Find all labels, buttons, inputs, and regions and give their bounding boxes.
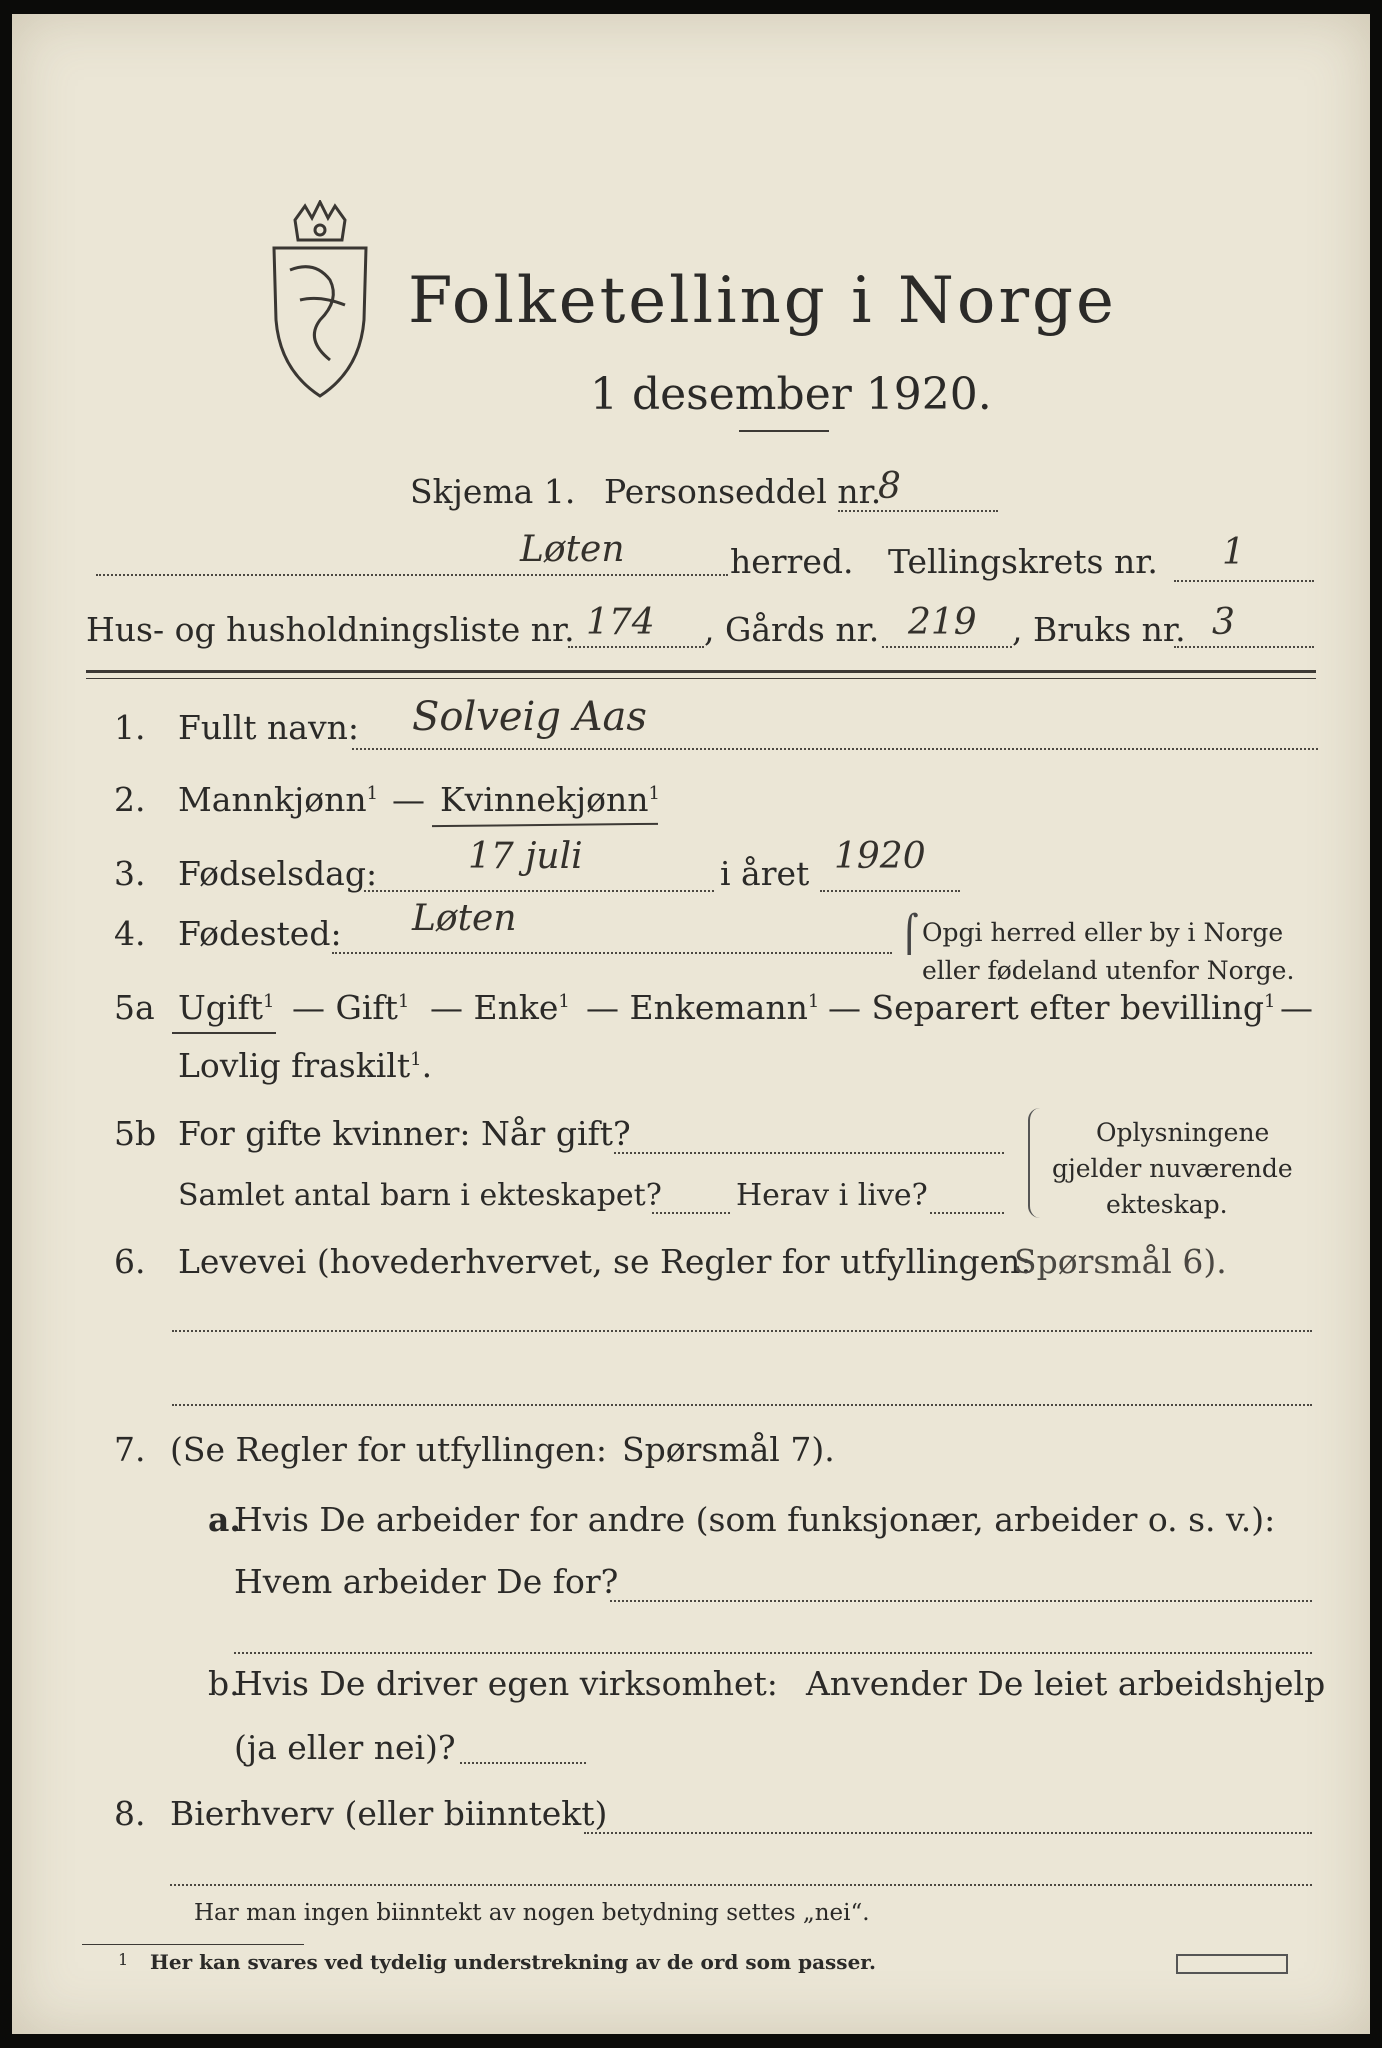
q5a-tail: — [1280, 988, 1313, 1027]
q5a-enkemann: — Enkemann$^1$ [586, 988, 820, 1027]
q5a-enke: — Enke$^1$ [430, 988, 570, 1027]
q4-note2: eller fødeland utenfor Norge. [922, 956, 1295, 985]
q2-number: 2. [114, 780, 146, 819]
q2-kvinne: Kvinnekjønn$^1$ [440, 780, 660, 819]
gards-value[interactable]: 219 [908, 602, 977, 643]
q7b-number: b. [208, 1664, 240, 1703]
q1-number: 1. [114, 708, 146, 747]
printer-stamp [1176, 1954, 1288, 1974]
q8-label: Bierhverv (eller biinntekt) [170, 1794, 608, 1833]
q5b-label1: For gifte kvinner: Når gift? [178, 1114, 631, 1153]
footnote-text: Her kan svares ved tydelig understrekning av de ord som passer. [150, 1950, 876, 1974]
q7a-line1 [610, 1600, 1312, 1602]
q8-line2 [170, 1884, 1312, 1886]
q5b-brace [1028, 1108, 1040, 1218]
q2-underline [432, 823, 658, 827]
q7b-text: Hvis De driver egen virksomhet: [234, 1664, 778, 1703]
q3-value[interactable]: 17 juli [468, 836, 583, 877]
q7b-question: (ja eller nei)? [234, 1728, 456, 1767]
tellingskrets-value[interactable]: 1 [1222, 532, 1245, 573]
herred-value[interactable]: Løten [520, 529, 625, 570]
q3-label: Fødselsdag: [178, 854, 378, 893]
q5b-number: 5b [114, 1114, 157, 1153]
q1-line [352, 748, 1318, 750]
personseddel-line [838, 510, 998, 512]
census-date: 1 desember 1920. [590, 369, 992, 420]
q4-value[interactable]: Løten [412, 898, 517, 939]
q5a-underline [172, 1032, 276, 1034]
personseddel-value[interactable]: 8 [878, 466, 901, 507]
bruks-value[interactable]: 3 [1212, 602, 1235, 643]
q6-label: Levevei (hovederhvervet, se Regler for utfyllingen: [178, 1242, 1032, 1281]
q7a-question: Hvem arbeider De for? [234, 1562, 619, 1601]
q5b-note1: Oplysningene [1096, 1118, 1270, 1147]
skjema-label: Skjema 1. [410, 472, 576, 511]
tellingskrets-label: Tellingskrets nr. [888, 542, 1158, 581]
q7b-line [460, 1762, 586, 1764]
q3-year-line [820, 890, 960, 892]
q8-number: 8. [114, 1794, 146, 1833]
hus-value[interactable]: 174 [586, 602, 655, 643]
q4-brace: ⌠ [900, 914, 919, 955]
bruks-line [1174, 646, 1314, 648]
q7a-number: a. [208, 1500, 241, 1539]
biinntekt-note: Har man ingen biinntekt av nogen betydning settes „nei“. [194, 1900, 870, 1926]
hus-label: Hus- og husholdningsliste nr. [86, 610, 575, 649]
q2-mann: Mannkjønn$^1$ [178, 780, 379, 819]
q6-ref: Spørsmål 6). [1014, 1242, 1227, 1281]
q4-label: Fødested: [178, 914, 342, 953]
q5b-note2: gjelder nuværende [1052, 1154, 1293, 1183]
divider [739, 430, 829, 432]
q2-dash: — [392, 780, 425, 819]
header-rule [86, 670, 1316, 673]
q4-note1: Opgi herred eller by i Norge [922, 918, 1284, 947]
q5b-label2: Samlet antal barn i ekteskapet? [178, 1178, 662, 1213]
bruks-label: , Bruks nr. [1012, 610, 1186, 649]
q5a-gift: — Gift$^1$ [292, 988, 410, 1027]
q4-number: 4. [114, 914, 146, 953]
q7-number: 7. [114, 1430, 146, 1469]
q5a-lovlig: Lovlig fraskilt$^1$. [178, 1046, 433, 1085]
q5b-note3: ekteskap. [1106, 1190, 1228, 1219]
q3-year[interactable]: 1920 [834, 836, 926, 877]
q7b-text2: Anvender De leiet arbeidshjelp [806, 1664, 1326, 1703]
header-rule-thin [86, 678, 1316, 679]
q1-label: Fullt navn: [178, 708, 359, 747]
gards-line [882, 646, 1012, 648]
q3-line [364, 890, 714, 892]
hus-line [568, 646, 704, 648]
q7a-line2 [234, 1652, 1312, 1654]
form-title: Folketelling i Norge [408, 264, 1117, 338]
q8-line1 [584, 1832, 1312, 1834]
q7-label: (Se Regler for utfyllingen: [170, 1430, 608, 1469]
q5b-label3: Herav i live? [736, 1178, 928, 1213]
q7a-text: Hvis De arbeider for andre (som funksjonær, arbeider o. s. v.): [234, 1500, 1276, 1539]
footnote-rule [82, 1944, 304, 1945]
q5a-separert: — Separert efter bevilling$^1$ [828, 988, 1276, 1027]
q6-number: 6. [114, 1242, 146, 1281]
q5b-line1 [614, 1152, 1004, 1154]
coat-of-arms-icon [260, 200, 380, 400]
q5b-line2 [652, 1212, 730, 1214]
q5a-number: 5a [114, 988, 155, 1027]
q7-ref: Spørsmål 7). [622, 1430, 835, 1469]
q6-line2 [172, 1404, 1312, 1406]
q1-value[interactable]: Solveig Aas [412, 694, 647, 740]
q5b-line3 [930, 1212, 1004, 1214]
footnote-mark: 1 [118, 1950, 129, 1969]
herred-label: herred. [730, 542, 854, 581]
tellingskrets-line [1174, 580, 1314, 582]
q4-line [332, 952, 892, 954]
gards-label: , Gårds nr. [704, 610, 880, 649]
herred-line [96, 574, 728, 576]
census-form [12, 14, 1370, 2034]
personseddel-label: Personseddel nr. [604, 472, 882, 511]
q5a-ugift: Ugift$^1$ [178, 988, 275, 1027]
q6-line1 [172, 1330, 1312, 1332]
q3-number: 3. [114, 854, 146, 893]
q3-aaret: i året [720, 854, 810, 893]
